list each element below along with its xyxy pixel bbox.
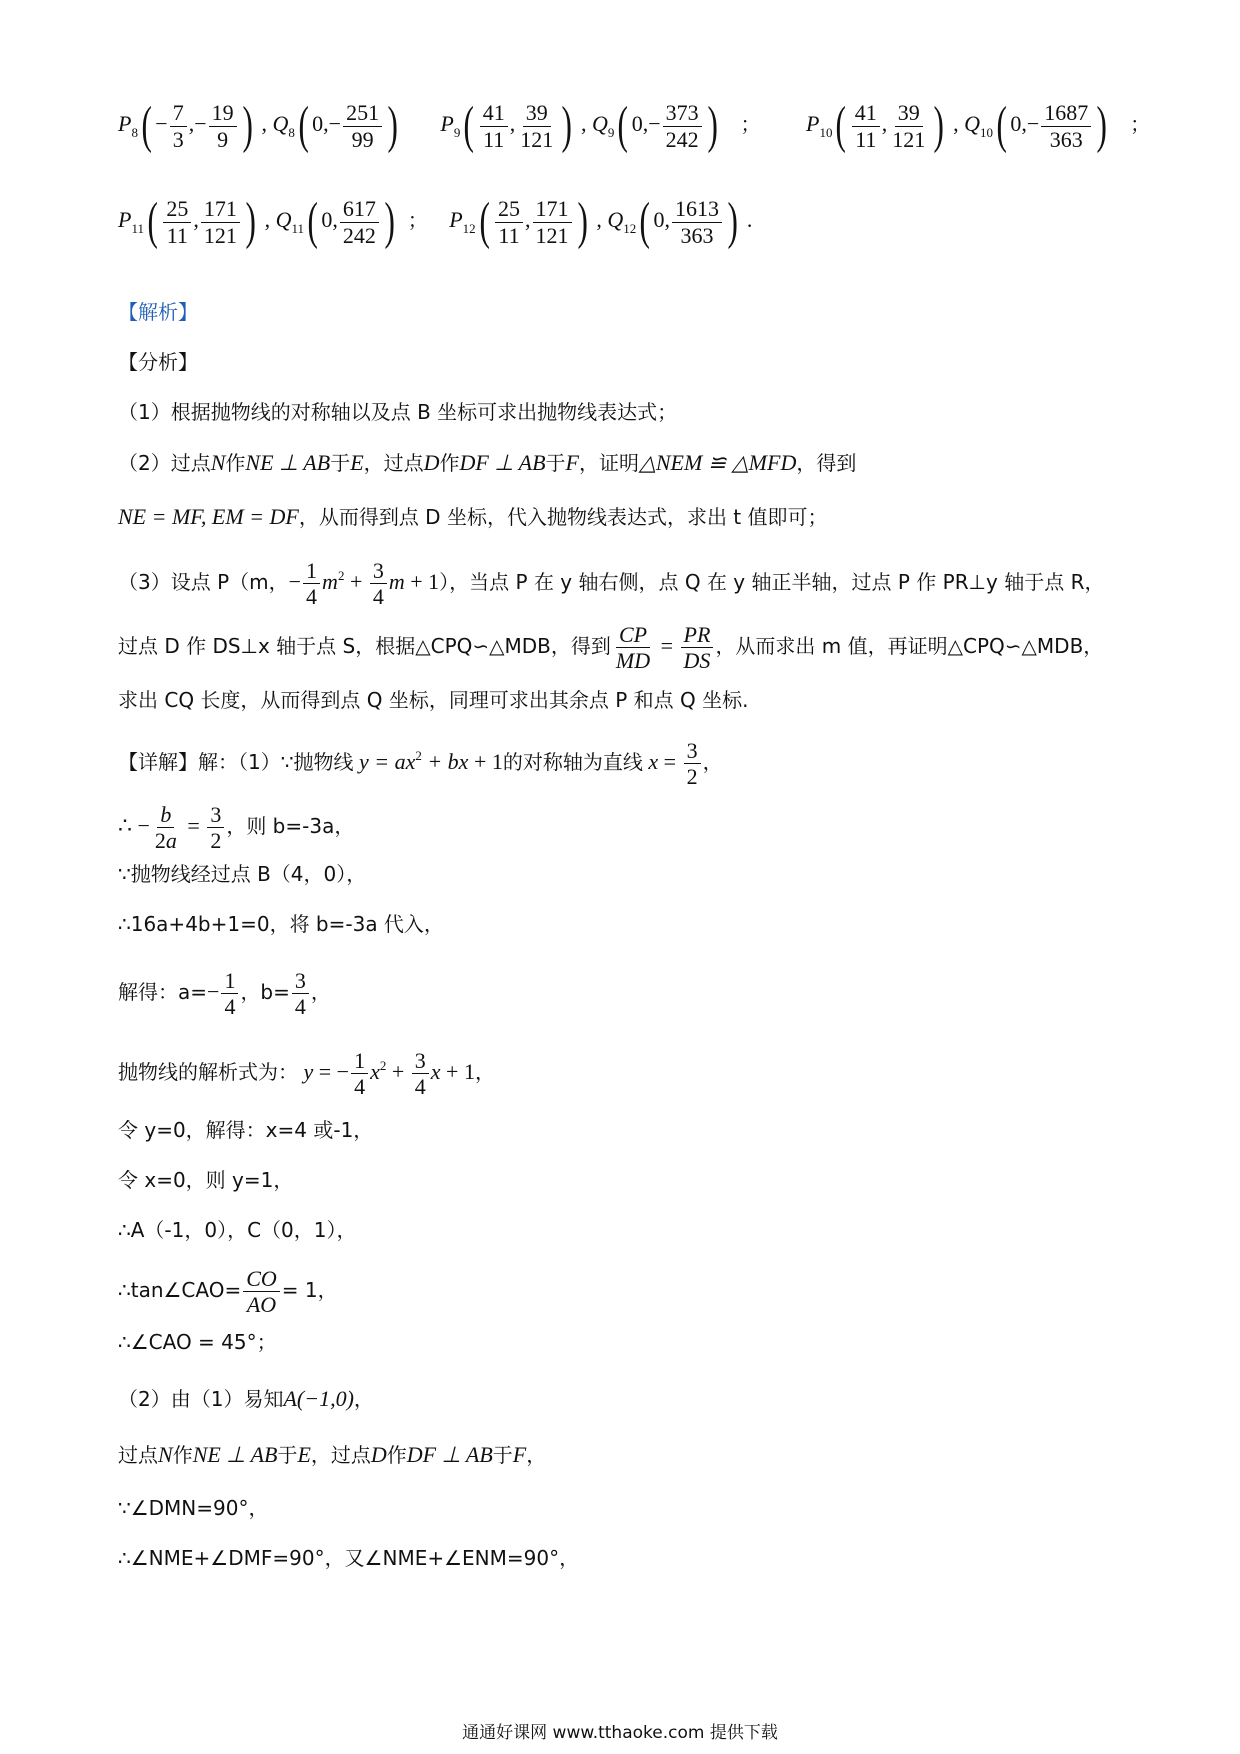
analysis-line-3: NE = MF, EM = DF，从而得到点 D 坐标，代入抛物线表达式，求出 t 值即可；: [118, 504, 828, 529]
point-p9: $P_9$( $\frac{41}{11}$ , $\frac{39}{121}$ ): [440, 97, 573, 154]
point-q9: $Q_9$( 0,− $\frac{373}{242}$ ): [592, 97, 718, 154]
parabola-general: $y = ax^2$ + bx + 1: [353, 747, 503, 774]
points-line-2: $P_{11}$( $\frac{25}{11}$ , $\frac{171}{121}$ ) , $Q_{11}$( 0, $\frac{617}{242}$ ) ； $P_{12}$( $\frac{25}{11}$ , $\frac{171}{121}$ ) , $Q_{12}$( 0, $\frac{1613}{363}$ ) .: [118, 193, 753, 250]
analysis-line-6: 求出 CQ 长度，从而得到点 Q 坐标，同理可求出其余点 P 和点 Q 坐标.: [118, 688, 749, 712]
detail-line-14: ∵∠DMN=90°，: [118, 1496, 269, 1520]
separator: ；: [407, 208, 428, 233]
point-q8: $Q_8$( 0,− $\frac{251}{99}$ ): [272, 97, 398, 154]
point-p10: $P_{10}$( $\frac{41}{11}$ , $\frac{39}{121}$ ): [806, 97, 945, 154]
detail-line-2: ∴ − $\frac{b}{2a}$ = $\frac{3}{2}$ ，则 b=-3a，: [118, 802, 355, 854]
parabola-expression: y = − $\frac{1}{4}$ $x^2$ + $\frac{3}{4}$ x + 1: [298, 1048, 475, 1100]
detail-line-1: 【详解】解：（1）∵抛物线 $y = ax^2$ + bx + 1的对称轴为直线 x = $\frac{3}{2}$ ，: [118, 738, 723, 790]
separator: ；: [740, 112, 761, 137]
detail-line-6: 抛物线的解析式为： y = − $\frac{1}{4}$ $x^2$ + $\frac{3}{4}$ x + 1，: [118, 1048, 495, 1100]
section-label-jiexi: 【解析】: [118, 300, 198, 324]
detail-line-11: ∴∠CAO = 45°；: [118, 1330, 277, 1354]
detail-line-9: ∴A（-1，0），C（0，1），: [118, 1218, 357, 1242]
detail-line-15: ∴∠NME+∠DMF=90°，又∠NME+∠ENM=90°，: [118, 1546, 580, 1570]
detail-line-8: 令 x=0，则 y=1，: [118, 1168, 294, 1192]
detail-line-4: ∴16a+4b+1=0，将 b=-3a 代入，: [118, 912, 444, 936]
section-label-fenxi: 【分析】: [118, 350, 198, 374]
point-q11: $Q_{11}$( 0, $\frac{617}{242}$ ): [275, 193, 395, 250]
detail-line-3: ∵抛物线经过点 B（4，0），: [118, 862, 367, 886]
point-p11: $P_{11}$( $\frac{25}{11}$ , $\frac{171}{121}$ ): [118, 193, 256, 250]
expression-p-y: − $\frac{1}{4}$ $m^2$ + $\frac{3}{4}$ m + 1: [288, 558, 440, 610]
detail-line-10: ∴tan∠CAO= $\frac{CO}{AO}$ = 1，: [118, 1266, 338, 1318]
analysis-line-2: （2）过点N作NE ⊥ AB于E，过点D作DF ⊥ AB于F，证明△NEM ≌ △MFD，得到: [118, 450, 857, 475]
page-footer: 通通好课网 www.tthaoke.com 提供下载: [462, 1723, 778, 1743]
point-q10: $Q_{10}$( 0,− $\frac{1687}{363}$ ): [964, 97, 1108, 154]
analysis-line-1: （1）根据抛物线的对称轴以及点 B 坐标可求出抛物线表达式；: [118, 400, 678, 424]
point-p12: $P_{12}$( $\frac{25}{11}$ , $\frac{171}{121}$ ): [449, 193, 588, 250]
detail-line-5: 解得：a=− $\frac{1}{4}$ ，b= $\frac{3}{4}$ ，: [118, 968, 331, 1020]
analysis-line-5: 过点 D 作 DS⊥x 轴于点 S，根据△CPQ∽△MDB，得到 $\frac{CP}{MD}$ = $\frac{PR}{DS}$ ，从而求出 m 值，再证明△CPQ∽△MDB，: [118, 622, 1104, 674]
points-line-1: $P_8$( − $\frac{7}{3}$ ,− $\frac{19}{9}$ ) , $Q_8$( 0,− $\frac{251}{99}$ ) $P_9$( $\frac{41}{11}$ , $\frac{39}{121}$ ) , $Q_9$( 0,− $\frac{373}{242}$ ) ； $P_{10}$( $\frac{41}{11}$ , $\frac{39}{121}$ ) , $Q_{10}$( 0,− $\frac{1687}{363}$ ) ；: [118, 97, 1151, 154]
detail-line-13: 过点N作NE ⊥ AB于E，过点D作DF ⊥ AB于F，: [118, 1442, 547, 1467]
point-q12: $Q_{12}$( 0, $\frac{1613}{363}$ ): [607, 193, 738, 250]
separator: ；: [1130, 112, 1151, 137]
detail-line-7: 令 y=0，解得：x=4 或-1，: [118, 1118, 374, 1142]
analysis-line-4: （3）设点 P（m，− $\frac{1}{4}$ $m^2$ + $\frac{3}{4}$ m + 1），当点 P 在 y 轴右侧，点 Q 在 y 轴正半轴，过点 P 作 PR⊥y 轴于点 R，: [118, 558, 1105, 610]
detail-line-12: （2）由（1）易知A(−1,0)，: [118, 1386, 374, 1411]
point-p8: $P_8$( − $\frac{7}{3}$ ,− $\frac{19}{9}$ ): [118, 97, 253, 154]
